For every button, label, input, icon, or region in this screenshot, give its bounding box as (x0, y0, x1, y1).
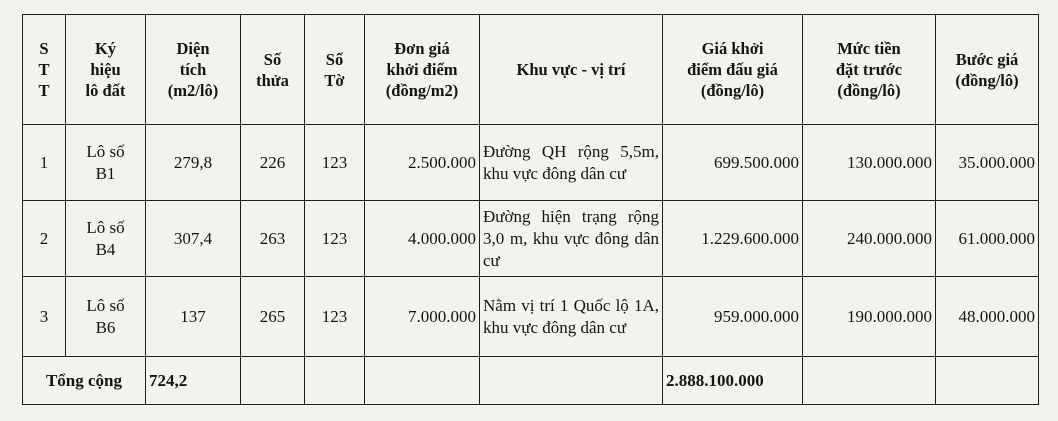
cell-location: Đường hiện trạng rộng 3,0 m, khu vực đông dân cư (480, 201, 663, 277)
total-start-price: 2.888.100.000 (663, 357, 803, 405)
total-empty-cell (936, 357, 1039, 405)
cell-bid-step: 48.000.000 (936, 277, 1039, 357)
cell-start-price: 1.229.600.000 (663, 201, 803, 277)
header-area: Diện tích (m2/lô) (146, 15, 241, 125)
cell-sheet-no: 123 (305, 125, 365, 201)
total-label: Tổng cộng (23, 357, 146, 405)
cell-area: 137 (146, 277, 241, 357)
cell-location: Đường QH rộng 5,5m, khu vực đông dân cư (480, 125, 663, 201)
cell-area: 307,4 (146, 201, 241, 277)
cell-start-unit-price: 4.000.000 (365, 201, 480, 277)
cell-lot-code: Lô số B6 (66, 277, 146, 357)
cell-parcel-no: 263 (241, 201, 305, 277)
total-row (23, 357, 1039, 405)
cell-area: 279,8 (146, 125, 241, 201)
header-start-price: Giá khởi điểm đấu giá (đồng/lô) (663, 15, 803, 125)
total-area: 724,2 (146, 357, 241, 405)
cell-sheet-no: 123 (305, 201, 365, 277)
cell-location: Nằm vị trí 1 Quốc lộ 1A, khu vực đông dân cư (480, 277, 663, 357)
cell-stt: 2 (23, 201, 66, 277)
header-parcel-no: Số thửa (241, 15, 305, 125)
cell-lot-code: Lô số B4 (66, 201, 146, 277)
cell-stt: 3 (23, 277, 66, 357)
land-auction-table (22, 14, 1039, 405)
header-bid-step: Bước giá (đồng/lô) (936, 15, 1039, 125)
total-empty-cell (365, 357, 480, 405)
cell-start-unit-price: 2.500.000 (365, 125, 480, 201)
header-start-unit-price: Đơn giá khởi điểm (đồng/m2) (365, 15, 480, 125)
table-row (23, 125, 1039, 201)
cell-start-price: 959.000.000 (663, 277, 803, 357)
cell-deposit: 240.000.000 (803, 201, 936, 277)
cell-lot-code: Lô số B1 (66, 125, 146, 201)
header-lot-code: Ký hiệu lô đất (66, 15, 146, 125)
total-empty-cell (480, 357, 663, 405)
cell-parcel-no: 265 (241, 277, 305, 357)
total-empty-cell (305, 357, 365, 405)
table-row (23, 277, 1039, 357)
header-deposit: Mức tiền đặt trước (đồng/lô) (803, 15, 936, 125)
cell-start-unit-price: 7.000.000 (365, 277, 480, 357)
cell-sheet-no: 123 (305, 277, 365, 357)
cell-stt: 1 (23, 125, 66, 201)
cell-parcel-no: 226 (241, 125, 305, 201)
cell-start-price: 699.500.000 (663, 125, 803, 201)
cell-bid-step: 61.000.000 (936, 201, 1039, 277)
header-stt: S T T (23, 15, 66, 125)
header-row (23, 15, 1039, 125)
cell-bid-step: 35.000.000 (936, 125, 1039, 201)
header-location: Khu vực - vị trí (480, 15, 663, 125)
table-row (23, 201, 1039, 277)
total-empty-cell (803, 357, 936, 405)
cell-deposit: 190.000.000 (803, 277, 936, 357)
cell-deposit: 130.000.000 (803, 125, 936, 201)
header-sheet-no: Số Tờ (305, 15, 365, 125)
total-empty-cell (241, 357, 305, 405)
